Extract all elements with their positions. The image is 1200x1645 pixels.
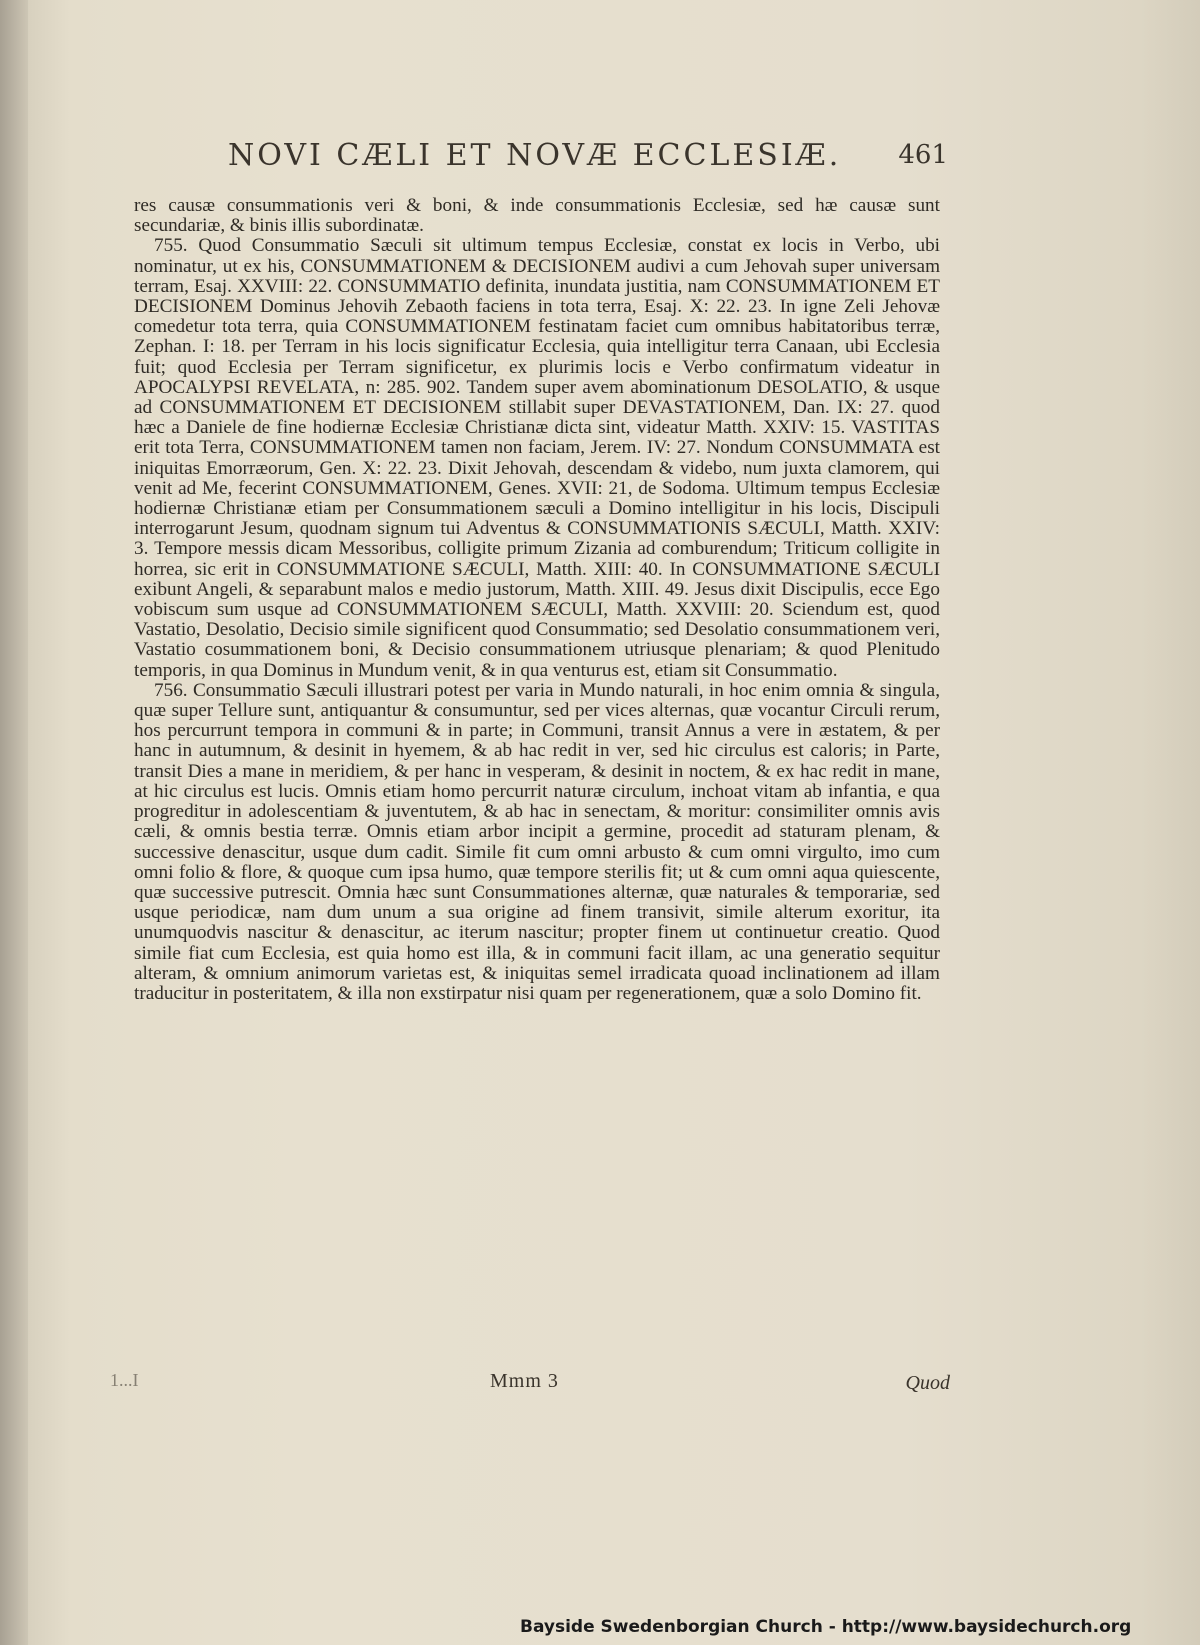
page-header [228,138,948,178]
paragraph-756: 756. Consummatio Sæculi illustrari potest per varia in Mundo naturali, in hoc enim omnia & singula, quæ super Tellure sunt, antiquantur & consumuntur, sed per vices alternas, quæ vocantur Circuli rerum, hos percurrunt tempora in communi & in parte; in Communi, transit Annus a vere in æstatem, & per hanc in autumnum, & desinit in hyemem, & ab hac redit in ver, sed hic circulus est caloris; in Parte, transit Dies a mane in meridiem, & per hanc in vesperam, & desinit in noctem, & ex hac redit in mane, at hic circulus est lucis. Omnis etiam homo percurrit naturæ circulum, inchoat vitam ab infantia, e qua progreditur in adolescentiam & juventutem, & ab hac in senectam, & moritur: consimiliter omnis avis cæli, & omnis bestia terræ. Omnis etiam arbor incipit a germine, procedit ad staturam plenam, & successive denascitur, usque dum cadit. Simile fit cum omni arbusto & cum omni virgulto, imo cum omni folio & flore, & quoque cum ipsa humo, quæ tempore sterilis fit; ut & cum omni aqua quiescente, quæ successive putrescit. Omnia hæc sunt Consummationes alternæ, quæ naturales & temporariæ, sed usque periodicæ, nam dum unum a sua origine ad finem transivit, simile alterum exoritur, ita unumquodvis nascitur & denascitur, ac iterum nascitur; propter finem ut continuetur creatio. Quod simile fiat cum Ecclesia, est quia homo est illa, & in communi facit illam, ac una generatio sequitur alteram, & omnium animorum varietas est, & iniquitas semel irradicata quoad inclinationem ad illam traducitur in posteritatem, & illa non exstirpatur nisi quam per regenerationem, quæ a solo Domino fit. [134,679,940,1004]
page-number: 461 [898,140,948,170]
body-text [134,196,940,1004]
paragraph-continuation: res causæ consummationis veri & boni, & inde consummationis Ecclesiæ, sed hæ causæ sunt secundariæ, & binis illis subordinatæ. [134,195,940,237]
signature-mark: Mmm 3 [490,1370,559,1392]
running-head: NOVI CÆLI ET NOVÆ ECCLESIÆ. [228,138,842,173]
footer-mark: 1...I [110,1370,139,1390]
page-gutter [0,0,28,1645]
catchword: Quod [905,1372,950,1394]
source-watermark: Bayside Swedenborgian Church - http://www.baysidechurch.org [520,1617,1132,1637]
paragraph-755: 755. Quod Consummatio Sæculi sit ultimum tempus Ecclesiæ, constat ex locis in Verbo, ubi nominatur, ut ex his, CONSUMMATIONEM & DECISIONEM audivi a cum Jehovah super universam terram, Esaj. XXVIII: 22. CONSUMMATIO definita, inundata justitia, nam CONSUMMATIONEM ET DECISIONEM Dominus Jehovih Zebaoth faciens in tota terra, Esaj. X: 22. 23. In igne Zeli Jehovæ comedetur tota terra, quia CONSUMMATIONEM festinatam faciet cum omnibus habitatoribus terræ, Zephan. I: 18. per Terram in his locis significatur Ecclesia, quia intelligitur terra Canaan, ubi Ecclesia fuit; quod Ecclesia per Terram significetur, ex plurimis locis e Verbo confirmatum videatur in APOCALYPSI REVELATA, n: 285. 902. Tandem super avem abominationum DESOLATIO, & usque ad CONSUMMATIONEM ET DECISIONEM stillabit super DEVASTATIONEM, Dan. IX: 27. quod hæc a Daniele de fine hodiernæ Ecclesiæ Christianæ dicta sint, videatur Matth. XXIV: 15. VASTITAS erit tota Terra, CONSUMMATIONEM tamen non faciam, Jerem. IV: 27. Nondum CONSUMMATA est iniquitas Emorræorum, Gen. X: 22. 23. Dixit Jehovah, descendam & videbo, num juxta clamorem, qui venit ad Me, fecerint CONSUMMATIONEM, Genes. XVII: 21, de Sodoma. Ultimum tempus Ecclesiæ hodiernæ Christianæ etiam per Consummationem sæculi a Domino intelligitur in his locis, Discipuli interrogarunt Jesum, quodnam signum tui Adventus & CONSUMMATIONIS SÆCULI, Matth. XXIV: 3. Tempore messis dicam Messoribus, colligite primum Zizania ad comburendum; Triticum colligite in horrea, sic erit in CONSUMMATIONE SÆCULI, Matth. XIII: 40. In CONSUMMATIONE SÆCULI exibunt Angeli, & separabunt malos e medio justorum, Matth. XIII. 49. Jesus dixit Discipulis, ecce Ego vobiscum sum usque ad CONSUMMATIONEM SÆCULI, Matth. XXVIII: 20. Sciendum est, quod Vastatio, Desolatio, Decisio simile significent quod Consummatio; sed Desolatio consummationem veri, Vastatio cosummationem boni, & Decisio consummationem utriusque plenariam; & quod Plenitudo temporis, in qua Dominus in Mundum venit, & in qua venturus est, etiam sit Consummatio. [134,235,940,681]
page-footer [110,1370,950,1400]
